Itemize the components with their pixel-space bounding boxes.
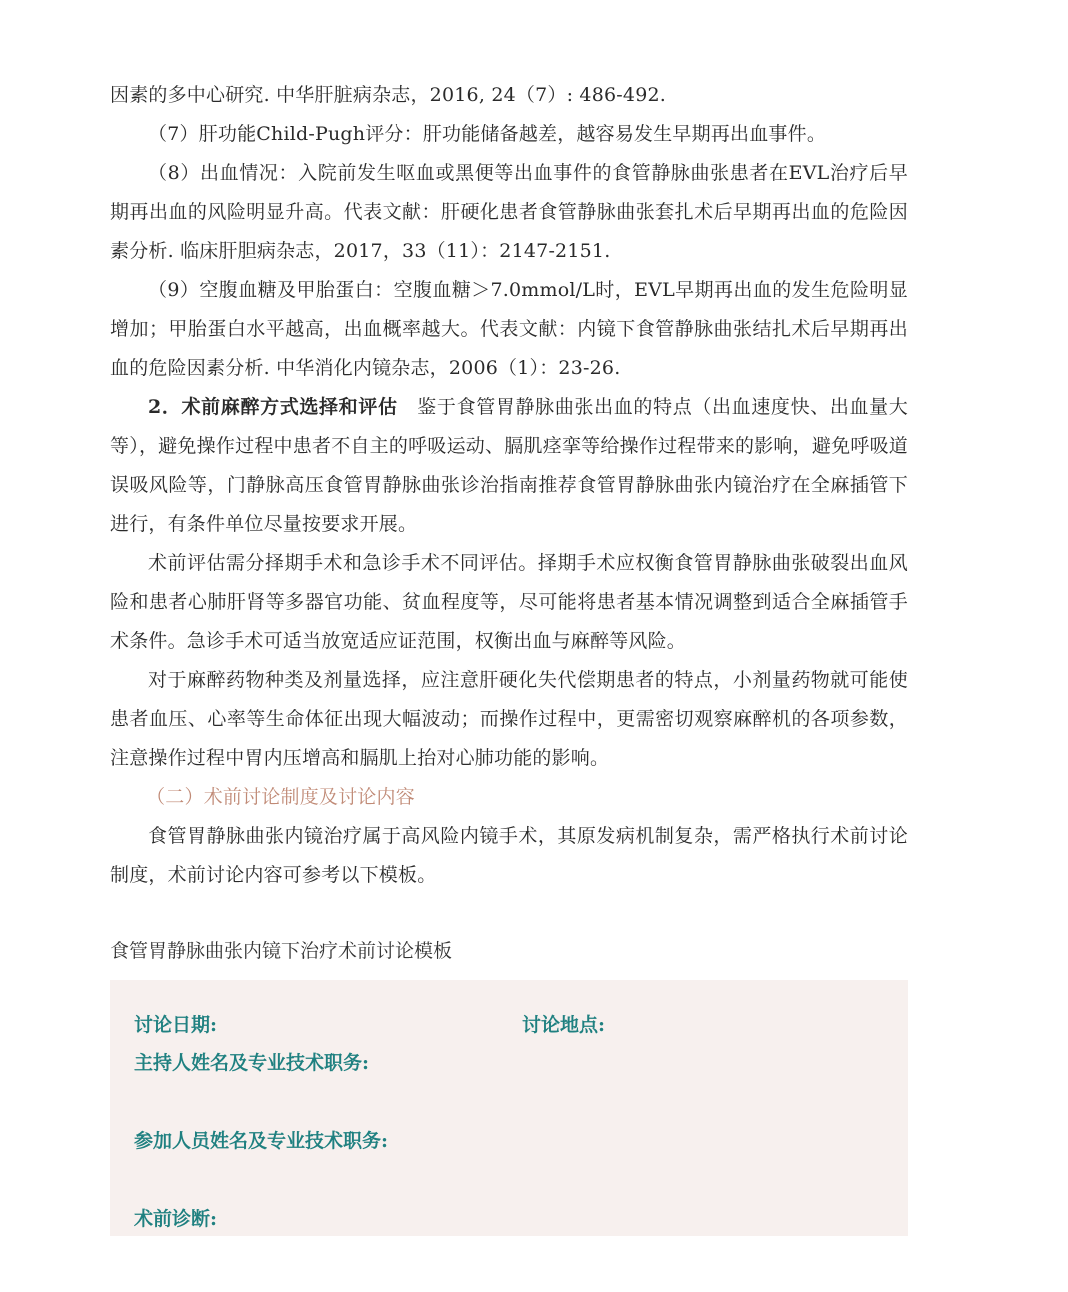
section-heading: （二）术前讨论制度及讨论内容 xyxy=(146,786,415,808)
field-date-label: 讨论日期: xyxy=(134,1014,218,1036)
field-host-label: 主持人姓名及专业技术职务: xyxy=(134,1052,370,1074)
body-text xyxy=(110,76,908,895)
paragraph-preop-assessment: 术前评估需分择期手术和急诊手术不同评估。择期手术应权衡食管胃静脉曲张破裂出血风险和患者心肺肝肾等多器官功能、贫血程度等，尽可能将患者基本情况调整到适合全麻插管手术条件。急诊手术可适当放宽适应证范围，权衡出血与麻醉等风险。 xyxy=(110,552,908,652)
field-location-label: 讨论地点: xyxy=(522,1014,606,1036)
field-participants-label: 参加人员姓名及专业技术职务: xyxy=(134,1130,389,1152)
paragraph-anesthesia xyxy=(110,388,908,544)
template-title: 食管胃静脉曲张内镜下治疗术前讨论模板 xyxy=(110,940,453,962)
paragraph-glucose-afp: （9）空腹血糖及甲胎蛋白：空腹血糖＞7.0mmol/L时，EVL早期再出血的发生危险明显增加；甲胎蛋白水平越高，出血概率越大。代表文献：内镜下食管静脉曲张结扎术后早期再出血的危险因素分析. 中华消化内镜杂志，2006（1）：23-26. xyxy=(110,279,908,379)
discussion-template-form xyxy=(110,980,908,1236)
anesthesia-text: 鉴于食管胃静脉曲张出血的特点（出血速度快、出血量大等），避免操作过程中患者不自主的呼吸运动、膈肌痉挛等给操作过程带来的影响，避免呼吸道误吸风险等，门静脉高压食管胃静脉曲张诊治指南推荐食管胃静脉曲张内镜治疗在全麻插管下进行，有条件单位尽量按要求开展。 xyxy=(110,396,909,535)
paragraph-bleeding: （8）出血情况：入院前发生呕血或黑便等出血事件的食管静脉曲张患者在EVL治疗后早期再出血的风险明显升高。代表文献：肝硬化患者食管静脉曲张套扎术后早期再出血的危险因素分析. 临床肝胆病杂志，2017，33（11）：2147-2151. xyxy=(110,162,908,262)
paragraph-anesthetic-drugs: 对于麻醉药物种类及剂量选择，应注意肝硬化失代偿期患者的特点，小剂量药物就可能使患者血压、心率等生命体征出现大幅波动；而操作过程中，更需密切观察麻醉机的各项参数，注意操作过程中胃内压增高和膈肌上抬对心肺功能的影响。 xyxy=(110,669,908,769)
field-diagnosis-label: 术前诊断: xyxy=(134,1208,218,1230)
paragraph-child-pugh: （7）肝功能Child-Pugh评分：肝功能储备越差，越容易发生早期再出血事件。 xyxy=(148,123,827,145)
paragraph-reference-continuation: 因素的多中心研究. 中华肝脏病杂志，2016, 24（7）: 486-492. xyxy=(110,84,667,106)
paragraph-discussion-system: 食管胃静脉曲张内镜治疗属于高风险内镜手术，其原发病机制复杂，需严格执行术前讨论制度，术前讨论内容可参考以下模板。 xyxy=(110,825,908,886)
anesthesia-subheading: 2．术前麻醉方式选择和评估 xyxy=(148,396,398,418)
